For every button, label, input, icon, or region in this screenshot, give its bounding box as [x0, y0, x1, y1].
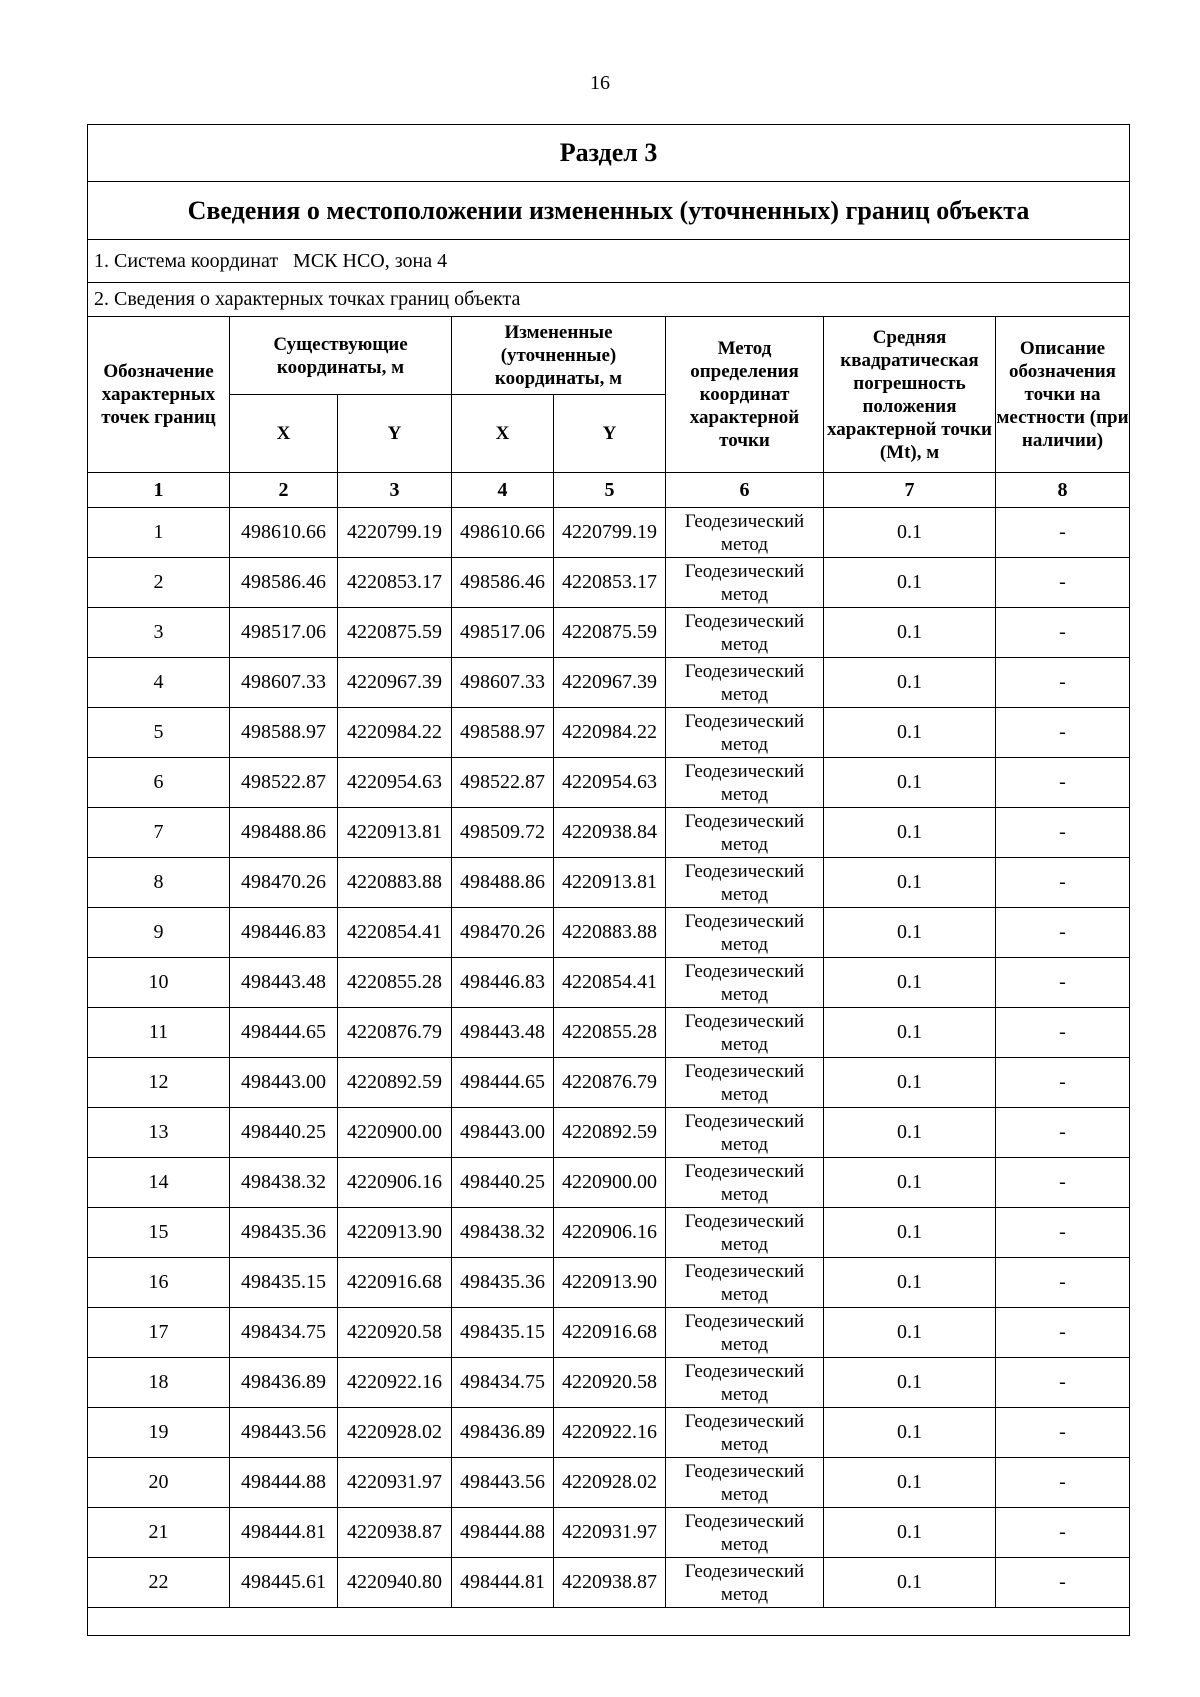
cell-point-number: 17 [88, 1308, 230, 1358]
cell-description: - [996, 508, 1130, 558]
cell-changed-x: 498586.46 [452, 558, 554, 608]
cell-description: - [996, 1108, 1130, 1158]
cell-mean-error: 0.1 [824, 808, 996, 858]
cell-method: Геодезический метод [666, 1308, 824, 1358]
cell-mean-error: 0.1 [824, 758, 996, 808]
cell-existing-y: 4220984.22 [338, 708, 452, 758]
cell-changed-x: 498588.97 [452, 708, 554, 758]
column-number-row [88, 473, 1130, 508]
cell-changed-y: 4220928.02 [554, 1458, 666, 1508]
cell-changed-x: 498517.06 [452, 608, 554, 658]
cell-description: - [996, 1008, 1130, 1058]
cell-description: - [996, 1308, 1130, 1358]
cell-existing-x: 498440.25 [230, 1108, 338, 1158]
cell-point-number: 2 [88, 558, 230, 608]
cell-point-number: 22 [88, 1558, 230, 1608]
column-number: 2 [230, 473, 338, 508]
cell-changed-x: 498444.88 [452, 1508, 554, 1558]
cell-method: Геодезический метод [666, 1458, 824, 1508]
cell-method: Геодезический метод [666, 1258, 824, 1308]
cell-changed-x: 498443.56 [452, 1458, 554, 1508]
section-title: Раздел 3 [88, 125, 1130, 182]
cell-mean-error: 0.1 [824, 1308, 996, 1358]
cell-existing-y: 4220853.17 [338, 558, 452, 608]
cell-changed-y: 4220984.22 [554, 708, 666, 758]
cell-changed-y: 4220855.28 [554, 1008, 666, 1058]
cell-method: Геодезический метод [666, 1358, 824, 1408]
cell-changed-x: 498522.87 [452, 758, 554, 808]
cell-point-number: 21 [88, 1508, 230, 1558]
column-number: 4 [452, 473, 554, 508]
cell-description: - [996, 808, 1130, 858]
cell-existing-y: 4220922.16 [338, 1358, 452, 1408]
table-row [88, 1508, 1130, 1558]
cell-changed-x: 498435.15 [452, 1308, 554, 1358]
cell-changed-x: 498444.81 [452, 1558, 554, 1608]
cell-changed-x: 498509.72 [452, 808, 554, 858]
cell-existing-x: 498445.61 [230, 1558, 338, 1608]
cell-point-number: 18 [88, 1358, 230, 1408]
cell-changed-y: 4220938.84 [554, 808, 666, 858]
cell-existing-x: 498434.75 [230, 1308, 338, 1358]
cell-description: - [996, 558, 1130, 608]
table-row [88, 1308, 1130, 1358]
cell-existing-y: 4220940.80 [338, 1558, 452, 1608]
cell-existing-y: 4220920.58 [338, 1308, 452, 1358]
cell-point-number: 5 [88, 708, 230, 758]
cell-changed-x: 498443.00 [452, 1108, 554, 1158]
table-row [88, 1558, 1130, 1608]
cell-changed-y: 4220967.39 [554, 658, 666, 708]
table-row [88, 1458, 1130, 1508]
cell-existing-x: 498586.46 [230, 558, 338, 608]
cell-method: Геодезический метод [666, 1108, 824, 1158]
cell-existing-y: 4220913.90 [338, 1208, 452, 1258]
table-row [88, 908, 1130, 958]
cell-mean-error: 0.1 [824, 1208, 996, 1258]
cell-existing-y: 4220875.59 [338, 608, 452, 658]
cell-changed-x: 498607.33 [452, 658, 554, 708]
cell-point-number: 16 [88, 1258, 230, 1308]
cell-description: - [996, 1408, 1130, 1458]
column-number: 6 [666, 473, 824, 508]
cell-description: - [996, 908, 1130, 958]
cell-changed-x: 498488.86 [452, 858, 554, 908]
cell-changed-y: 4220906.16 [554, 1208, 666, 1258]
table-row [88, 608, 1130, 658]
cell-changed-y: 4220938.87 [554, 1558, 666, 1608]
cell-changed-x: 498435.36 [452, 1258, 554, 1308]
cell-method: Геодезический метод [666, 758, 824, 808]
blank-row [88, 1608, 1130, 1636]
cell-changed-x: 498610.66 [452, 508, 554, 558]
cell-existing-x: 498443.00 [230, 1058, 338, 1108]
cell-description: - [996, 1458, 1130, 1508]
cell-mean-error: 0.1 [824, 1358, 996, 1408]
cell-method: Геодезический метод [666, 708, 824, 758]
table-row [88, 758, 1130, 808]
table-row [88, 858, 1130, 908]
cell-method: Геодезический метод [666, 808, 824, 858]
cell-changed-y: 4220920.58 [554, 1358, 666, 1408]
cell-description: - [996, 1258, 1130, 1308]
cell-existing-y: 4220892.59 [338, 1058, 452, 1108]
table-row [88, 508, 1130, 558]
cell-mean-error: 0.1 [824, 508, 996, 558]
column-number: 3 [338, 473, 452, 508]
points-info: 2. Сведения о характерных точках границ объекта [88, 283, 1130, 317]
cell-description: - [996, 758, 1130, 808]
cell-mean-error: 0.1 [824, 1408, 996, 1458]
cell-changed-x: 498446.83 [452, 958, 554, 1008]
column-number: 8 [996, 473, 1130, 508]
header-changed-x: X [452, 395, 554, 473]
cell-existing-x: 498610.66 [230, 508, 338, 558]
cell-existing-y: 4220900.00 [338, 1108, 452, 1158]
cell-method: Геодезический метод [666, 1058, 824, 1108]
cell-method: Геодезический метод [666, 858, 824, 908]
cell-existing-y: 4220928.02 [338, 1408, 452, 1458]
table-row [88, 1208, 1130, 1258]
cell-existing-x: 498444.88 [230, 1458, 338, 1508]
cell-changed-x: 498444.65 [452, 1058, 554, 1108]
cell-changed-x: 498436.89 [452, 1408, 554, 1458]
page-number: 16 [590, 72, 610, 94]
cell-description: - [996, 708, 1130, 758]
cell-mean-error: 0.1 [824, 1508, 996, 1558]
cell-existing-x: 498435.15 [230, 1258, 338, 1308]
coord-system: 1. Система координат МСК НСО, зона 4 [88, 240, 1130, 283]
cell-changed-y: 4220900.00 [554, 1158, 666, 1208]
cell-existing-x: 498446.83 [230, 908, 338, 958]
cell-point-number: 12 [88, 1058, 230, 1108]
cell-changed-x: 498434.75 [452, 1358, 554, 1408]
cell-existing-y: 4220906.16 [338, 1158, 452, 1208]
table-row [88, 558, 1130, 608]
cell-mean-error: 0.1 [824, 658, 996, 708]
cell-description: - [996, 1158, 1130, 1208]
cell-existing-x: 498588.97 [230, 708, 338, 758]
cell-method: Геодезический метод [666, 1558, 824, 1608]
cell-changed-x: 498470.26 [452, 908, 554, 958]
table-row [88, 958, 1130, 1008]
table-row [88, 1158, 1130, 1208]
table-row [88, 658, 1130, 708]
cell-changed-y: 4220875.59 [554, 608, 666, 658]
cell-existing-x: 498435.36 [230, 1208, 338, 1258]
cell-point-number: 19 [88, 1408, 230, 1458]
cell-mean-error: 0.1 [824, 858, 996, 908]
header-existing-y: Y [338, 395, 452, 473]
cell-mean-error: 0.1 [824, 1258, 996, 1308]
table-row [88, 1258, 1130, 1308]
cell-changed-x: 498440.25 [452, 1158, 554, 1208]
cell-existing-x: 498436.89 [230, 1358, 338, 1408]
cell-point-number: 11 [88, 1008, 230, 1058]
cell-method: Геодезический метод [666, 1408, 824, 1458]
blank-cell [88, 1608, 1130, 1636]
table-row [88, 1108, 1130, 1158]
header-existing-x: X [230, 395, 338, 473]
cell-method: Геодезический метод [666, 658, 824, 708]
cell-existing-y: 4220913.81 [338, 808, 452, 858]
cell-existing-y: 4220967.39 [338, 658, 452, 708]
cell-point-number: 20 [88, 1458, 230, 1508]
cell-description: - [996, 958, 1130, 1008]
table-row [88, 708, 1130, 758]
cell-existing-x: 498522.87 [230, 758, 338, 808]
cell-method: Геодезический метод [666, 958, 824, 1008]
column-number: 5 [554, 473, 666, 508]
cell-point-number: 1 [88, 508, 230, 558]
cell-existing-x: 498443.56 [230, 1408, 338, 1458]
cell-point-number: 7 [88, 808, 230, 858]
cell-description: - [996, 1558, 1130, 1608]
column-number: 1 [88, 473, 230, 508]
cell-existing-y: 4220799.19 [338, 508, 452, 558]
table-row [88, 1008, 1130, 1058]
header-changed-y: Y [554, 395, 666, 473]
cell-existing-y: 4220916.68 [338, 1258, 452, 1308]
section-table [87, 124, 1130, 1636]
cell-existing-y: 4220883.88 [338, 858, 452, 908]
cell-existing-x: 498607.33 [230, 658, 338, 708]
cell-method: Геодезический метод [666, 608, 824, 658]
cell-existing-x: 498517.06 [230, 608, 338, 658]
cell-point-number: 6 [88, 758, 230, 808]
cell-changed-y: 4220954.63 [554, 758, 666, 808]
table-row [88, 1358, 1130, 1408]
cell-mean-error: 0.1 [824, 708, 996, 758]
cell-method: Геодезический метод [666, 1008, 824, 1058]
header-changed-coords: Измененные (уточненные) координаты, м [452, 317, 666, 395]
cell-existing-x: 498488.86 [230, 808, 338, 858]
cell-mean-error: 0.1 [824, 958, 996, 1008]
cell-method: Геодезический метод [666, 508, 824, 558]
cell-changed-y: 4220913.81 [554, 858, 666, 908]
cell-mean-error: 0.1 [824, 1158, 996, 1208]
cell-mean-error: 0.1 [824, 1558, 996, 1608]
cell-description: - [996, 1208, 1130, 1258]
cell-existing-x: 498470.26 [230, 858, 338, 908]
cell-existing-y: 4220855.28 [338, 958, 452, 1008]
cell-existing-x: 498438.32 [230, 1158, 338, 1208]
cell-method: Геодезический метод [666, 908, 824, 958]
header-existing-coords: Существующие координаты, м [230, 317, 452, 395]
cell-description: - [996, 608, 1130, 658]
header-method: Метод определения координат характерной точки [666, 317, 824, 473]
cell-description: - [996, 658, 1130, 708]
cell-existing-x: 498444.65 [230, 1008, 338, 1058]
cell-mean-error: 0.1 [824, 908, 996, 958]
cell-changed-y: 4220913.90 [554, 1258, 666, 1308]
cell-existing-x: 498444.81 [230, 1508, 338, 1558]
cell-existing-y: 4220876.79 [338, 1008, 452, 1058]
cell-point-number: 15 [88, 1208, 230, 1258]
cell-changed-y: 4220876.79 [554, 1058, 666, 1108]
cell-changed-y: 4220916.68 [554, 1308, 666, 1358]
cell-method: Геодезический метод [666, 1508, 824, 1558]
table-row [88, 1058, 1130, 1108]
cell-changed-y: 4220853.17 [554, 558, 666, 608]
cell-existing-y: 4220954.63 [338, 758, 452, 808]
cell-point-number: 8 [88, 858, 230, 908]
cell-changed-y: 4220892.59 [554, 1108, 666, 1158]
cell-description: - [996, 858, 1130, 908]
cell-point-number: 10 [88, 958, 230, 1008]
cell-existing-y: 4220938.87 [338, 1508, 452, 1558]
cell-mean-error: 0.1 [824, 608, 996, 658]
cell-method: Геодезический метод [666, 1158, 824, 1208]
cell-method: Геодезический метод [666, 558, 824, 608]
cell-existing-y: 4220854.41 [338, 908, 452, 958]
cell-changed-y: 4220883.88 [554, 908, 666, 958]
header-error: Средняя квадратическая погрешность положения характерной точки (Mt), м [824, 317, 996, 473]
cell-mean-error: 0.1 [824, 1058, 996, 1108]
cell-description: - [996, 1058, 1130, 1108]
table-row [88, 808, 1130, 858]
cell-point-number: 14 [88, 1158, 230, 1208]
cell-point-number: 3 [88, 608, 230, 658]
section-subtitle: Сведения о местоположении измененных (уточненных) границ объекта [88, 182, 1130, 240]
cell-changed-y: 4220854.41 [554, 958, 666, 1008]
cell-method: Геодезический метод [666, 1208, 824, 1258]
table-row [88, 1408, 1130, 1458]
cell-point-number: 4 [88, 658, 230, 708]
cell-description: - [996, 1358, 1130, 1408]
cell-changed-x: 498443.48 [452, 1008, 554, 1058]
cell-existing-y: 4220931.97 [338, 1458, 452, 1508]
cell-mean-error: 0.1 [824, 1108, 996, 1158]
cell-description: - [996, 1508, 1130, 1558]
cell-point-number: 13 [88, 1108, 230, 1158]
cell-changed-y: 4220931.97 [554, 1508, 666, 1558]
column-number: 7 [824, 473, 996, 508]
cell-changed-y: 4220799.19 [554, 508, 666, 558]
cell-mean-error: 0.1 [824, 1458, 996, 1508]
cell-existing-x: 498443.48 [230, 958, 338, 1008]
header-description: Описание обозначения точки на местности (при наличии) [996, 317, 1130, 473]
cell-changed-x: 498438.32 [452, 1208, 554, 1258]
cell-changed-y: 4220922.16 [554, 1408, 666, 1458]
cell-mean-error: 0.1 [824, 1008, 996, 1058]
cell-mean-error: 0.1 [824, 558, 996, 608]
header-designation: Обозначение характерных точек границ [88, 317, 230, 473]
cell-point-number: 9 [88, 908, 230, 958]
